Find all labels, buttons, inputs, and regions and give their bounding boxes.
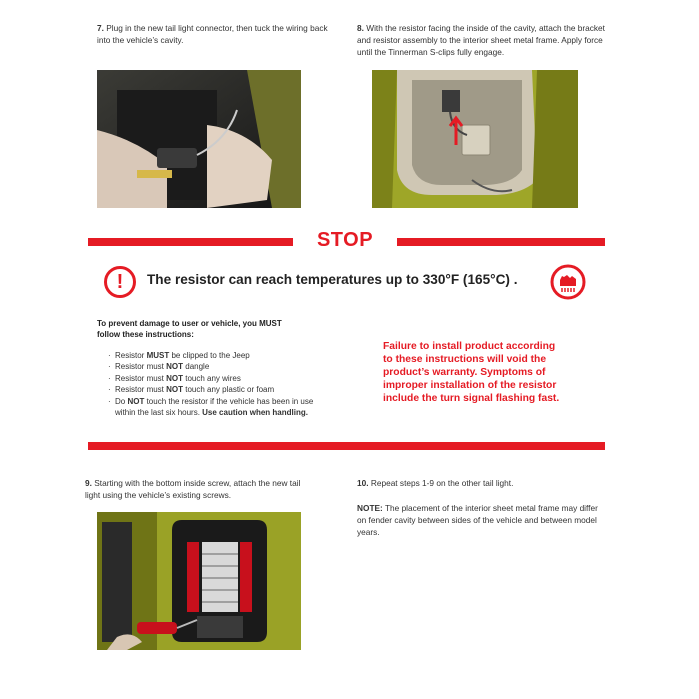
step-8-text: 8. With the resistor facing the inside of the cavity, attach the bracket and resistor assembly to the interior sheet metal frame. Apply force until the Tinnerman S-clips fully engage. xyxy=(357,23,605,58)
prevention-list xyxy=(108,350,313,418)
list-item: · Resistor must NOT touch any wires xyxy=(108,373,313,384)
step-7-text: 7. Plug in the new tail light connector, then tuck the wiring back into the vehicle’s cavity. xyxy=(97,23,328,46)
list-item-continuation: within the last six hours. Use caution when handling. xyxy=(115,408,308,418)
list-item: · Resistor must NOT touch any plastic or foam xyxy=(108,384,313,395)
step-10-text: 10. Repeat steps 1-9 on the other tail light. xyxy=(357,478,514,488)
list-item: · Resistor MUST be clipped to the Jeep xyxy=(108,350,313,361)
step-7-photo xyxy=(97,70,301,208)
temperature-warning: The resistor can reach temperatures up to 330°F (165°C) . xyxy=(147,272,518,287)
warranty-failure-notice: Failure to install product according to these instructions will void the product’s warranty. Symptoms of improper installation of the resistor include the turn signal flashing fast. xyxy=(383,341,560,404)
step-9-photo xyxy=(97,512,301,650)
stop-title: STOP xyxy=(316,229,374,251)
prevention-heading: To prevent damage to user or vehicle, you MUST follow these instructions: xyxy=(97,319,282,339)
list-item: · Resistor must NOT dangle xyxy=(108,361,313,372)
step-10-note: NOTE: The placement of the interior sheet metal frame may differ on fender cavity between sides of the vehicle and between model years. xyxy=(357,503,598,538)
stop-bar-left xyxy=(88,238,293,246)
step-8-photo xyxy=(372,70,578,208)
warning-exclamation-icon: ! xyxy=(104,266,136,298)
step-9-text: 9. Starting with the bottom inside screw, attach the new tail light using the vehicle’s existing screws. xyxy=(85,478,301,501)
stop-bar-right xyxy=(397,238,605,246)
stop-bar-bottom xyxy=(88,442,605,450)
list-item: · Do NOT touch the resistor if the vehicle has been in use xyxy=(108,396,313,407)
hot-surface-hand-icon xyxy=(550,264,586,300)
